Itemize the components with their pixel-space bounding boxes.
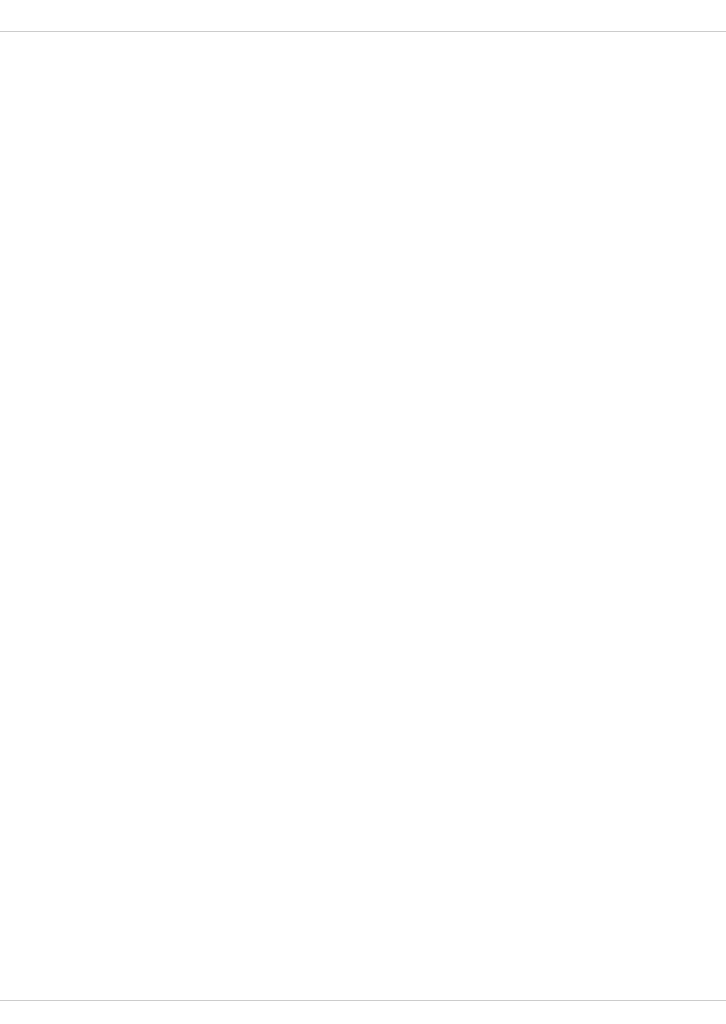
status-bar xyxy=(0,1000,726,1024)
main-content xyxy=(0,32,726,1000)
title-bar xyxy=(0,0,726,32)
